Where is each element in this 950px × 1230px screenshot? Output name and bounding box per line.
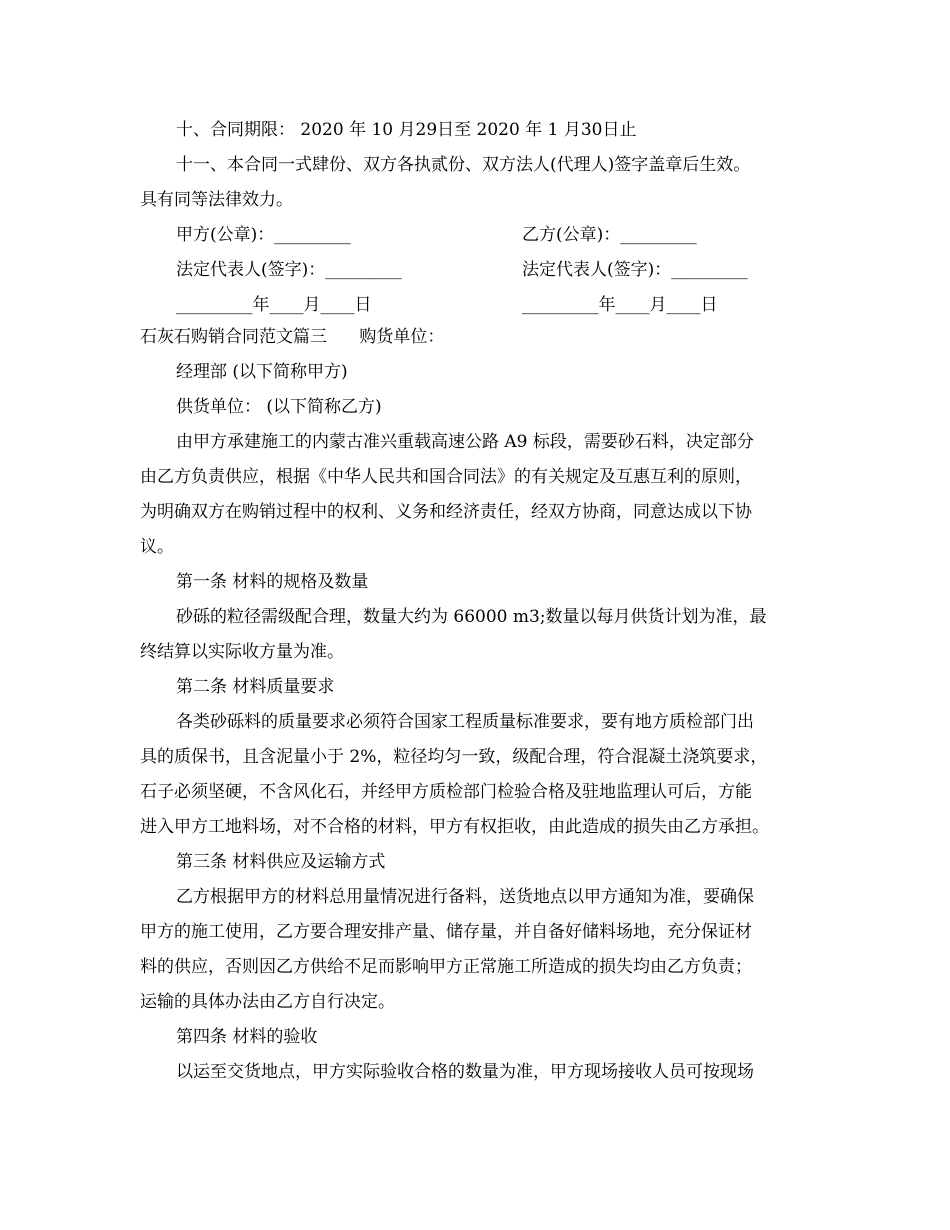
intro-paragraph-line-4: 议。	[140, 537, 174, 557]
intro-paragraph-line-3: 为明确双方在购销过程中的权利、义务和经济责任，经双方协商，同意达成以下协	[140, 502, 752, 522]
article-4-line-1: 以运至交货地点，甲方实际验收合格的数量为准，甲方现场接收人员可按现场	[176, 1062, 754, 1082]
article-2-heading: 第二条 材料质量要求	[176, 677, 335, 697]
article-2-line-4: 进入甲方工地料场，对不合格的材料，甲方有权拒收，由此造成的损失由乙方承担。	[140, 817, 769, 837]
purchaser-name-line: 经理部 (以下简称甲方)	[176, 362, 348, 382]
party-a-date-field: _________年____月____日	[176, 295, 372, 315]
article-1-line-1: 砂砾的粒径需级配合理，数量大约为 66000 m3;数量以每月供货计划为准，最	[176, 607, 767, 627]
party-a-seal-field: 甲方(公章)：_________	[176, 225, 351, 245]
article-2-line-3: 石子必须坚硬，不含风化石，并经甲方质检部门检验合格及驻地监理认可后，方能	[140, 782, 752, 802]
supplier-name-line: 供货单位： (以下简称乙方)	[176, 397, 382, 417]
party-b-seal-field: 乙方(公章)：_________	[522, 225, 697, 245]
party-b-representative-field: 法定代表人(签字)：_________	[522, 260, 748, 280]
article-3-line-4: 运输的具体办法由乙方自行决定。	[140, 992, 395, 1012]
section-title-purchaser: 石灰石购销合同范文篇三 购货单位：	[140, 327, 445, 347]
clause-11-copies: 十一、本合同一式肆份、双方各执贰份、双方法人(代理人)签字盖章后生效。	[176, 155, 751, 175]
article-1-heading: 第一条 材料的规格及数量	[176, 572, 369, 592]
party-b-date-field: _________年____月____日	[522, 295, 718, 315]
article-3-heading: 第三条 材料供应及运输方式	[176, 852, 386, 872]
article-1-line-2: 终结算以实际收方量为准。	[140, 642, 344, 662]
article-3-line-1: 乙方根据甲方的材料总用量情况进行备料，送货地点以甲方通知为准，要确保	[176, 887, 754, 907]
article-2-line-1: 各类砂砾料的质量要求必须符合国家工程质量标准要求，要有地方质检部门出	[176, 712, 754, 732]
article-4-heading: 第四条 材料的验收	[176, 1027, 318, 1047]
intro-paragraph-line-2: 由乙方负责供应，根据《中华人民共和国合同法》的有关规定及互惠互利的原则，	[140, 467, 752, 487]
article-2-line-2: 具的质保书，且含泥量小于 2%，粒径均匀一致，级配合理，符合混凝土浇筑要求，	[140, 747, 768, 767]
intro-paragraph-line-1: 由甲方承建施工的内蒙古准兴重载高速公路 A9 标段，需要砂石料，决定部分	[176, 432, 754, 452]
party-a-representative-field: 法定代表人(签字)：_________	[176, 260, 402, 280]
clause-11-continued: 具有同等法律效力。	[140, 190, 293, 210]
clause-10-contract-term: 十、合同期限： 2020 年 10 月29日至 2020 年 1 月30日止	[176, 120, 637, 140]
article-3-line-2: 甲方的施工使用，乙方要合理安排产量、储存量，并自备好储料场地，充分保证材	[140, 922, 752, 942]
article-3-line-3: 料的供应，否则因乙方供给不足而影响甲方正常施工所造成的损失均由乙方负责；	[140, 957, 752, 977]
